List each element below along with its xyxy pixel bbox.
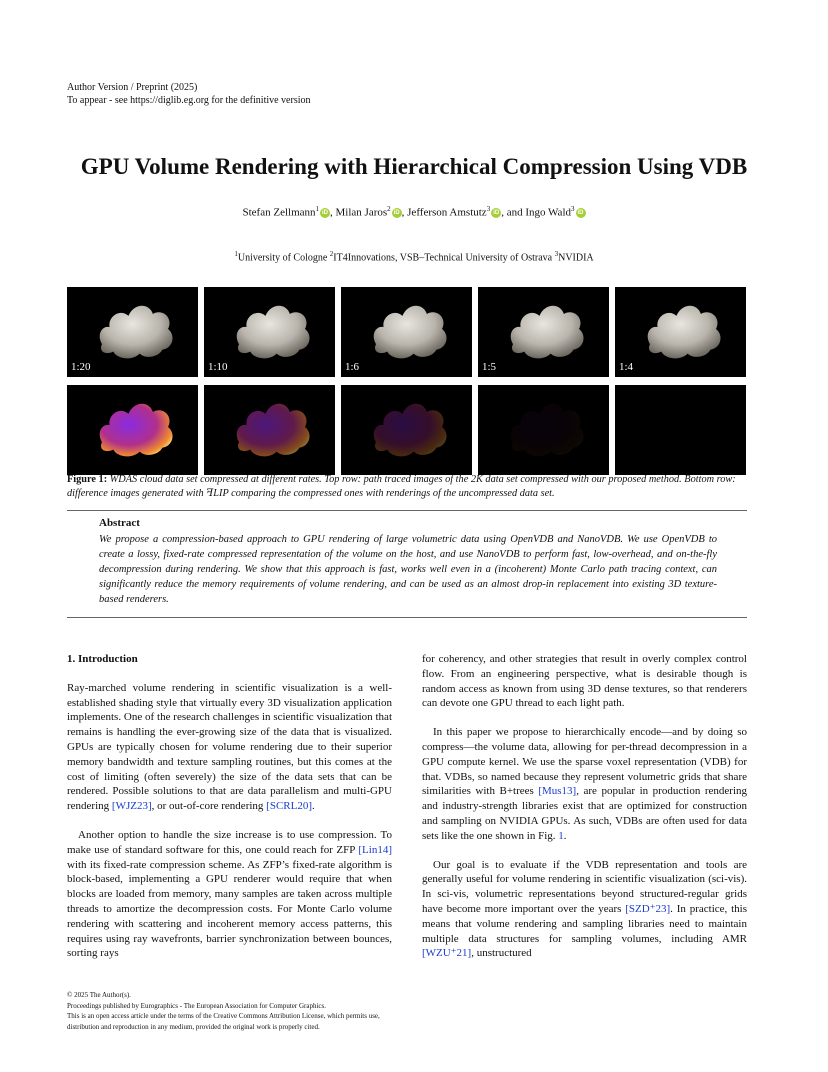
citation-link[interactable]: [WZU⁺21]: [422, 947, 472, 960]
preprint-line: Author Version / Preprint (2025): [67, 82, 198, 93]
difference-image: [67, 385, 198, 475]
rendered-cloud-image: [341, 287, 472, 377]
compression-rate-label: 1:20: [71, 361, 91, 373]
rendered-cloud-image: [615, 287, 746, 377]
paragraph: [67, 681, 392, 814]
citation-link[interactable]: [SZD⁺23]: [625, 902, 671, 915]
orcid-icon[interactable]: iD: [493, 209, 500, 216]
text-run: , or out-of-core rendering: [151, 800, 267, 813]
copyright-footer: [67, 990, 392, 1032]
paragraph: [67, 828, 392, 961]
affiliation-number: 3: [554, 250, 559, 258]
orcid-icon[interactable]: iD: [322, 209, 329, 216]
rendered-cloud-image: [204, 287, 335, 377]
author-name: Milan Jaros: [335, 206, 388, 219]
compression-rate-label: 1:10: [208, 361, 228, 373]
rendered-cloud-image: [478, 287, 609, 377]
orcid-icon[interactable]: iD: [577, 209, 584, 216]
author-affiliation-number: 2: [387, 205, 391, 213]
author-name: Stefan Zellmann: [242, 206, 316, 219]
text-run: In this paper we propose to hierarchically encode—and by doing so compress—the volume data, allowing for per-thread decompression in a GPU compute kernel. We use the sparse voxel representation (VDB) for that. VDBs, so named because they represent volumetric grids that share similarities with B+trees: [422, 726, 747, 798]
compression-rate-label: 1:4: [619, 361, 634, 373]
affiliations: [0, 250, 828, 263]
author-affiliation-number: 3: [486, 205, 491, 213]
text-run: , are popular in production rendering and industry-strength libraries exist that are optimized for construction and sampling on NVIDIA GPUs. As such, VDBs are often used for data sets like the one shown in Fig.: [422, 785, 747, 842]
text-run: .: [312, 800, 315, 813]
divider: [67, 617, 747, 618]
publisher-line: Proceedings published by Eurographics - The European Association for Computer Graphics.: [67, 1001, 327, 1010]
preprint-header: [67, 81, 311, 107]
affiliation-name: NVIDIA: [558, 252, 594, 264]
caption-label: Figure 1:: [67, 474, 108, 485]
paragraph: [422, 652, 747, 711]
author-separator: , and: [501, 206, 526, 219]
compression-rate-label: 1:5: [482, 361, 497, 373]
compression-rate-label: 1:6: [345, 361, 360, 373]
difference-image: [204, 385, 335, 475]
difference-image: [615, 385, 746, 475]
author-list: [0, 205, 828, 219]
text-run: . In practice, this means that volume rendering and sampling libraries need to maintain multiple data structures for sampling volumes, including AMR: [422, 902, 747, 945]
text-run: Another option to handle the size increase is to use compression. To make use of standard software for this, one could reach for ZFP: [67, 828, 392, 856]
citation-link[interactable]: [SCRL20]: [266, 800, 313, 813]
author-name: Ingo Wald: [525, 206, 571, 219]
text-run: Our goal is to evaluate if the VDB representation and tools are generally useful for volume rendering in scientific visualization (sci-vis). In sci-vis, volumetric representations beyond structured-regular grids have become more important over the years: [422, 858, 747, 915]
text-run: for coherency, and other strategies that result in overly complex control flow. From an engineering perspective, what is desirable though is random access as known from using 3D dense textures, so that renderers can devote one GPU thread to each light path.: [422, 653, 747, 710]
section-heading: 1. Introduction: [67, 653, 138, 665]
citation-link[interactable]: 1: [558, 829, 564, 842]
text-run: , unstructured: [471, 947, 532, 960]
affiliation-name: University of Cologne: [237, 252, 330, 264]
figure-caption: [67, 473, 749, 501]
caption-text: WDAS cloud data set compressed at different rates. Top row: path traced images of the 2K data set compressed with our proposed method. Bottom row: difference images generated with ꟻLIP comparing the compressed ones with renderings of the uncompressed data set.: [67, 474, 736, 499]
license-line: This is an open access article under the terms of the Creative Commons Attribution License, which permits use, distribution and reproduction in any medium, provided the original work is properly cited.: [67, 1012, 380, 1031]
text-run: Ray-marched volume rendering in scientific visualization is a well-established shading style that virtually every 3D visualization application implements. One of the research challenges in scientific visualization that remains is handling the ever-growing size of the data that is visualized. GPUs are typically chosen for volume rendering due to their superior memory bandwidth and texture sampling routines, but this comes at the cost of limiting (often severely) the size of the data sets that can be rendered. Possible solutions to that are data parallelism and multi-GPU rendering: [67, 681, 392, 813]
text-run: with its fixed-rate compression scheme. As ZFP’s fixed-rate algorithm is block-based, implementing a GPU renderer would require that when blocks are loaded from memory, many samples are taken across multiple threads to amortize the decompression costs. For Monte Carlo volume rendering with scattering and incoherent memory access patterns, this requires using ray wavefronts, barrier synchronization between bounces, sorting rays: [67, 858, 392, 960]
author-separator: ,: [401, 206, 408, 219]
difference-image: [478, 385, 609, 475]
rendered-cloud-image: [67, 287, 198, 377]
paragraph: [422, 725, 747, 843]
text-run: .: [563, 829, 567, 842]
author-affiliation-number: 3: [571, 205, 575, 213]
arxiv-stamp: [0, 0, 1, 472]
paper-title: GPU Volume Rendering with Hierarchical Compression Using VDB: [80, 154, 748, 179]
author-separator: ,: [330, 206, 336, 219]
citation-link[interactable]: [WJZ23]: [111, 800, 152, 813]
citation-link[interactable]: [Lin14]: [358, 843, 392, 856]
citation-link[interactable]: [Mus13]: [538, 785, 577, 798]
orcid-icon[interactable]: iD: [393, 209, 400, 216]
affiliation-number: 1: [234, 250, 238, 258]
left-column: [67, 652, 392, 975]
divider: [67, 510, 747, 511]
abstract-text: We propose a compression-based approach to GPU rendering of large volumetric data using OpenVDB and NanoVDB. We use OpenVDB to create a lossy, fixed-rate compressed representation of the volume on the host, and use NanoVDB to perform fast, low-overhead, and on-the-fly decompression during rendering. We show that this approach is fast, works well even in a (incoherent) Monte Carlo path tracing context, can significantly reduce the memory requirements of volume rendering, and can be used as an almost drop-in replacement into existing 3D texture-based renderers.: [99, 534, 717, 605]
author-name: Jefferson Amstutz: [407, 206, 487, 219]
preprint-url-line: To appear - see https://diglib.eg.org for the definitive version: [67, 95, 311, 106]
difference-image: [341, 385, 472, 475]
right-column: [422, 652, 747, 975]
author-affiliation-number: 1: [315, 205, 320, 213]
abstract-heading: Abstract: [99, 517, 140, 529]
paragraph: [422, 858, 747, 962]
affiliation-name: IT4Innovations, VSB–Technical University of Ostrava: [333, 252, 555, 264]
copyright-line: © 2025 The Author(s).: [67, 991, 131, 999]
affiliation-number: 2: [329, 250, 334, 258]
